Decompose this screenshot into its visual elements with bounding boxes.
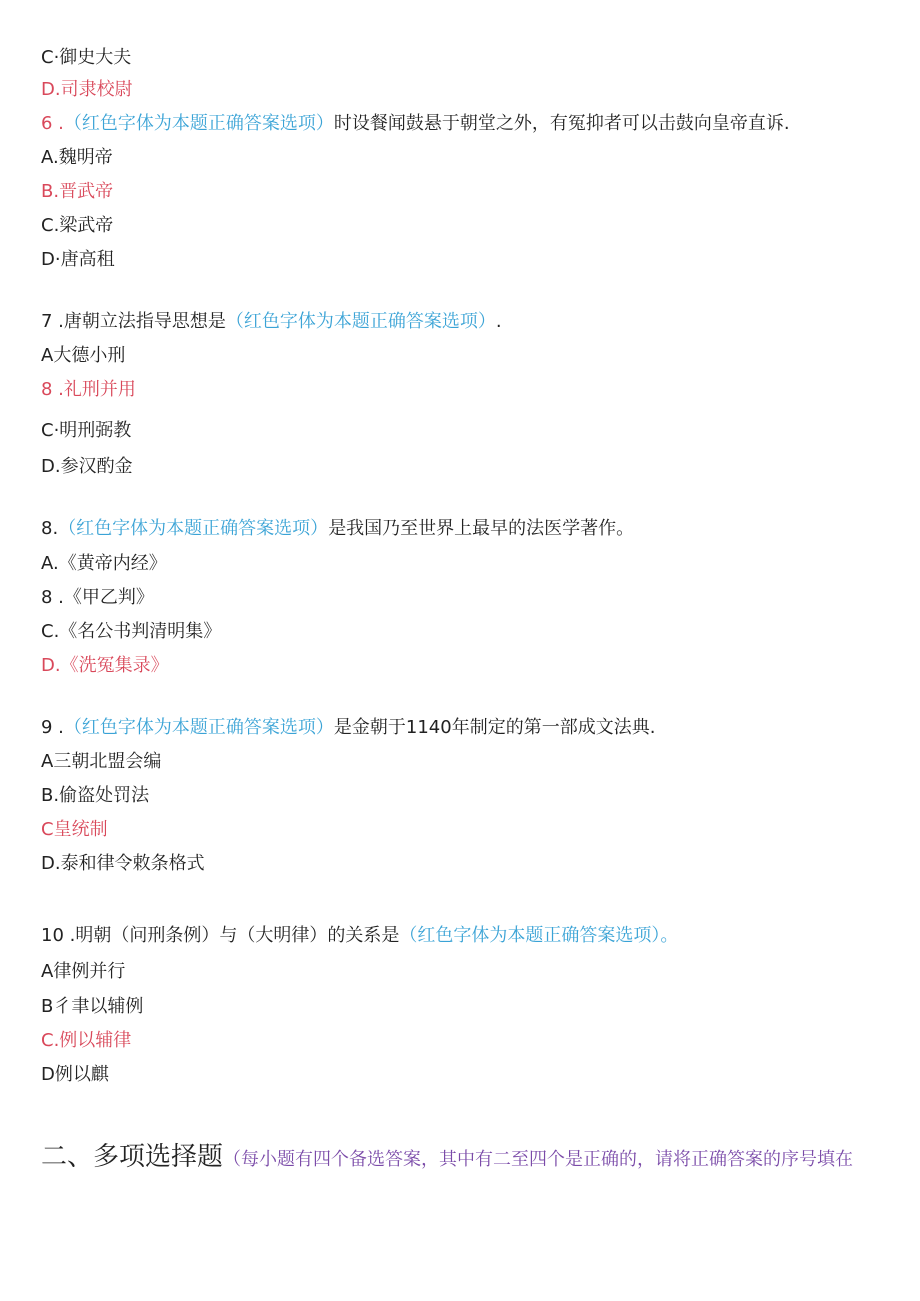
option-text: B彳聿以辅例 [41,996,144,1017]
option-text: D.《洗冤集录》 [41,655,169,676]
q7-option-b-correct [41,378,136,402]
q8-option-c [41,620,221,644]
question-end: . [495,311,502,332]
answer-hint: （红色字体为本题正确答案选项）。 [399,925,679,946]
section-heading [41,1140,853,1174]
option-text: 8 .《甲乙判》 [41,587,154,608]
option-text: A大德小刑 [41,345,126,366]
q10-option-d [41,1063,109,1087]
question-text: 10 .明朝（问刑条例）与（大明律）的关系是 [41,925,400,946]
q9-option-a [41,750,161,774]
q9-option-d [41,852,205,876]
option-text: C·御史大夫 [41,47,132,68]
question-number: 9 . [41,717,64,738]
option-text: D·唐高租 [41,249,115,270]
question-10 [41,924,678,948]
q6-option-a [41,146,113,170]
question-8 [41,517,634,541]
option-text: B.晋武帝 [41,181,114,202]
q8-option-a [41,552,167,576]
q7-option-a [41,344,125,368]
q6-option-b-correct [41,180,113,204]
question-9 [41,716,655,740]
question-6 [41,112,790,136]
option-text: A.魏明帝 [41,147,113,168]
option-text: 8 .礼刑并用 [41,379,136,400]
answer-hint: （红色字体为本题正确答案选项） [63,717,334,738]
option-text: A三朝北盟会编 [41,751,162,772]
option-text: A.《黄帝内经》 [41,553,167,574]
question-number: 6 . [41,113,64,134]
answer-hint: （红色字体为本题正确答案选项） [63,113,334,134]
option-text: D.参汉酌金 [41,456,133,477]
q6-option-c [41,214,113,238]
answer-hint: （红色字体为本题正确答案选项） [58,518,329,539]
q7-option-c [41,419,131,443]
q7-option-d [41,455,133,479]
option-text: B.偷盗处罚法 [41,785,150,806]
section-title: 二、多项选择题 [41,1142,224,1172]
option-d-correct [41,78,133,102]
option-text: D.司隶校尉 [41,79,133,100]
q6-option-d [41,248,115,272]
question-text: 7 .唐朝立法指导思想是 [41,311,226,332]
q9-option-b [41,784,149,808]
q8-option-b [41,586,154,610]
question-text: 是金朝于1140年制定的第一部成文法典. [333,717,656,738]
option-text: C.梁武帝 [41,215,114,236]
option-text: C皇统制 [41,819,108,840]
option-text: A律例并行 [41,961,126,982]
question-7 [41,310,502,334]
answer-hint: （红色字体为本题正确答案选项） [225,311,496,332]
question-number: 8. [41,518,59,539]
option-text: C.例以辅律 [41,1030,132,1051]
option-text: C.《名公书判清明集》 [41,621,222,642]
question-text: 时设餐闻鼓悬于朝堂之外，有冤抑者可以击鼓向皇帝直诉. [333,113,790,134]
q9-option-c-correct [41,818,108,842]
q10-option-a [41,960,125,984]
q8-option-d-correct [41,654,169,678]
section-note: （每小题有四个备选答案，其中有二至四个是正确的，请将正确答案的序号填在 [223,1149,854,1170]
option-c [41,46,131,70]
question-text: 是我国乃至世界上最早的法医学著作。 [328,518,635,539]
option-text: D.泰和律令敕条格式 [41,853,205,874]
q10-option-b [41,995,143,1019]
q10-option-c-correct [41,1029,131,1053]
option-text: D例以麒 [41,1064,109,1085]
option-text: C·明刑弼教 [41,420,132,441]
